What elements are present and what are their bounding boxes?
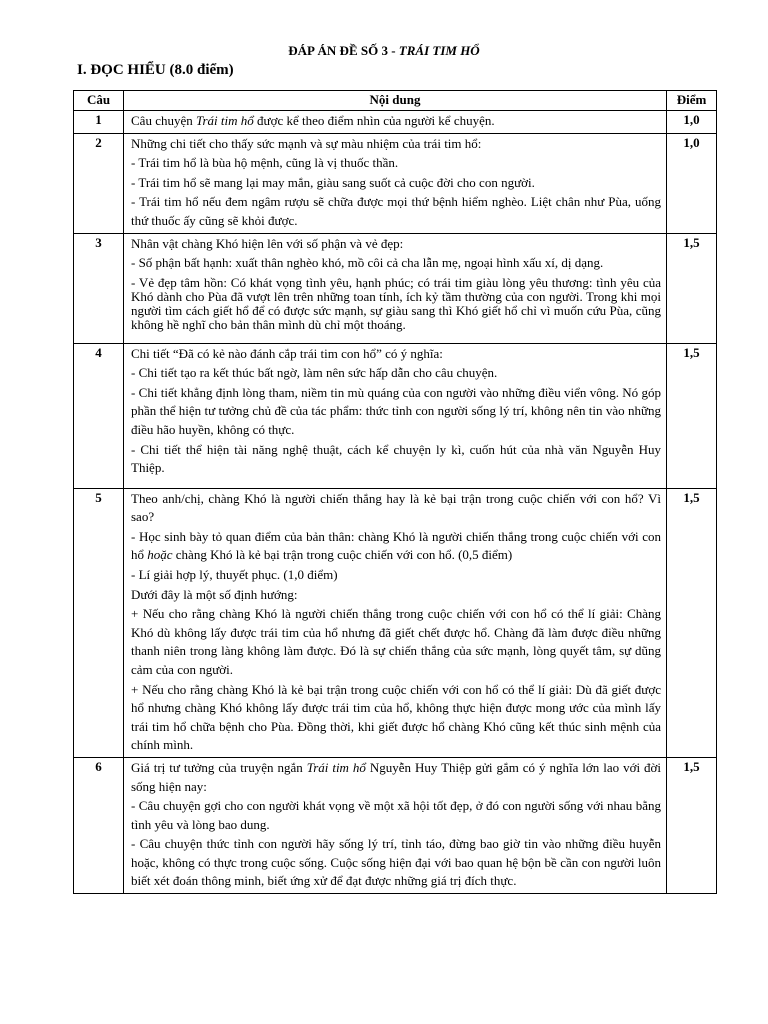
text-run: Nguyễn Huy Thiệp gửi gắm có ý nghĩa lớn lao với đời sống hiện nay: xyxy=(131,759,661,794)
table-body xyxy=(74,111,717,894)
points-value: 1,5 xyxy=(667,757,717,893)
table-row xyxy=(74,111,717,134)
text-run: - Trái tim hổ là bùa hộ mệnh, cũng là vị thuốc thần. xyxy=(131,155,399,171)
answer-paragraph xyxy=(131,254,661,273)
answer-paragraph xyxy=(131,154,661,173)
points-value: 1,5 xyxy=(667,488,717,757)
table-row xyxy=(74,133,717,233)
text-run: Câu chuyện xyxy=(131,113,196,128)
text-run: - Lí giải hợp lý, thuyết phục. (1,0 điểm) xyxy=(131,566,338,582)
answer-content xyxy=(124,488,667,757)
answer-paragraph xyxy=(131,112,661,131)
points-value: 1,5 xyxy=(667,233,717,343)
answer-content xyxy=(124,233,667,343)
answer-paragraph xyxy=(131,135,661,154)
table-row xyxy=(74,488,717,757)
document-title-italic: TRÁI TIM HỔ xyxy=(398,43,480,58)
question-number: 4 xyxy=(74,343,124,488)
answer-paragraph xyxy=(131,605,661,679)
text-run: - Số phận bất hạnh: xuất thân nghèo khó, mồ côi cả cha lẫn mẹ, ngoại hình xấu xí, dị dạng. xyxy=(131,255,604,271)
text-run: Theo anh/chị, chàng Khó là người chiến thắng hay là kẻ bại trận trong cuộc chiến với con hổ? Vì sao? xyxy=(131,490,661,525)
document-title xyxy=(0,43,768,59)
question-number: 6 xyxy=(74,757,124,893)
italic-text: Trái tim hổ xyxy=(195,113,254,128)
points-value: 1,0 xyxy=(667,111,717,134)
answer-paragraph xyxy=(131,586,661,605)
answer-paragraph xyxy=(131,384,661,440)
text-run: Chi tiết “Đã có kẻ nào đánh cắp trái tim con hổ” có ý nghĩa: xyxy=(131,345,443,361)
text-run: Những chi tiết cho thấy sức mạnh và sự màu nhiệm của trái tim hổ: xyxy=(131,135,482,151)
answer-paragraph xyxy=(131,235,661,254)
points-value: 1,5 xyxy=(667,343,717,488)
text-run: - Chi tiết tạo ra kết thúc bất ngờ, làm nên sức hấp dẫn cho câu chuyện. xyxy=(131,365,498,381)
answer-content xyxy=(124,757,667,893)
answer-paragraph xyxy=(131,759,661,796)
column-header-content: Nội dung xyxy=(124,91,667,111)
text-run: - Vẻ đẹp tâm hồn: Có khát vọng tình yêu, hạnh phúc; có trái tim giàu lòng yêu thương: tình yêu của Khó dành cho Pùa đã vượt lên trên những toan tính, ích kỷ tầm thường của con người. Trong khi mọi người tìm cách giết hổ để có được sức mạnh, sự giàu sang thì Khó giết hổ chỉ vì muốn cứu Pùa, cũng không hề nghĩ cho bản thân mình dù chỉ một thoáng. xyxy=(131,274,661,332)
document-title-prefix: ĐÁP ÁN ĐỀ SỐ 3 - xyxy=(288,43,399,58)
italic-text: Trái tim hổ xyxy=(306,759,366,775)
question-number: 1 xyxy=(74,111,124,134)
answer-content xyxy=(124,343,667,488)
answer-paragraph xyxy=(131,681,661,755)
text-run: Giá trị tư tưởng của truyện ngắn xyxy=(131,759,307,775)
answer-paragraph xyxy=(131,835,661,891)
answer-content xyxy=(124,133,667,233)
question-number: 5 xyxy=(74,488,124,757)
answer-paragraph xyxy=(131,364,661,383)
answer-paragraph xyxy=(131,441,661,478)
text-run: - Chi tiết khẳng định lòng tham, niềm tin mù quáng của con người vào những điều viển vông. Nó góp phần thể hiện tư tưởng chủ đề của tác phẩm: thức tỉnh con người sống lý trí, không nên tin vào những điều hão huyền, không có thực. xyxy=(131,384,661,437)
answer-content xyxy=(124,111,667,134)
answer-paragraph xyxy=(131,490,661,527)
table-row xyxy=(74,757,717,893)
text-run: Dưới đây là một số định hướng: xyxy=(131,586,298,602)
answer-paragraph xyxy=(131,566,661,585)
text-run: + Nếu cho rằng chàng Khó là người chiến thắng trong cuộc chiến với con hổ có thể lí giải: Chàng Khó dù không lấy được trái tim của hổ nhưng đã giết chết được hổ. Chàng đã làm được điều những thanh niên trong làng không làm được. Đó là sự chiến thắng của sức mạnh, lòng quyết tâm, sự dũng cảm của con người. xyxy=(131,606,661,677)
question-number: 2 xyxy=(74,133,124,233)
text-run: - Học sinh bày tỏ quan điểm của bản thân: chàng Khó là người chiến thắng trong cuộc chiến với con hổ xyxy=(131,528,661,563)
table-row xyxy=(74,233,717,343)
answer-paragraph xyxy=(131,276,661,332)
text-run: - Câu chuyện gợi cho con người khát vọng về một xã hội tốt đẹp, ở đó con người sống với nhau bằng tình yêu và lòng bao dung. xyxy=(131,798,661,832)
points-value: 1,0 xyxy=(667,133,717,233)
text-run: - Câu chuyện thức tỉnh con người hãy sống lý trí, tỉnh táo, đừng bao giờ tin vào những điều huyễn hoặc, không có thực trong cuộc sống. Cuộc sống hiện đại với bao quan hệ bộn bề cần con người luôn biết xét đoán thông minh, biết ứng xử để đạt được những giá trị đích thực. xyxy=(131,836,661,889)
italic-text: hoặc xyxy=(147,547,173,563)
answer-paragraph xyxy=(131,797,661,834)
column-header-question: Câu xyxy=(74,91,124,111)
text-run: - Chi tiết thể hiện tài năng nghệ thuật, cách kể chuyện ly kì, cuốn hút của nhà văn Nguyễn Huy Thiệp. xyxy=(131,441,661,476)
section-heading: I. ĐỌC HIỂU (8.0 điểm) xyxy=(77,62,234,78)
answer-paragraph xyxy=(131,345,661,364)
answer-table xyxy=(73,90,717,894)
text-run: chàng Khó là kẻ bại trận trong cuộc chiến với con hổ. (0,5 điểm) xyxy=(172,547,513,563)
question-number: 3 xyxy=(74,233,124,343)
text-run: được kể theo điểm nhìn của người kể chuyện. xyxy=(253,113,495,128)
column-header-points: Điểm xyxy=(667,91,717,111)
answer-paragraph xyxy=(131,174,661,193)
text-run: - Trái tim hổ nếu đem ngâm rượu sẽ chữa được mọi thứ bệnh hiểm nghèo. Liệt chân như Pùa, uống thứ thuốc ấy cũng sẽ khỏi được. xyxy=(131,194,661,228)
table-header-row xyxy=(74,91,717,111)
text-run: - Trái tim hổ sẽ mang lại may mắn, giàu sang suốt cả cuộc đời cho con người. xyxy=(131,174,535,190)
answer-paragraph xyxy=(131,528,661,565)
text-run: + Nếu cho rằng chàng Khó là kẻ bại trận trong cuộc chiến với con hổ có thể lí giải: Dù đã giết được hổ nhưng chàng Khó không lấy được trái tim của hổ, không thực hiện được mong ước của mình lấy trái tim hổ chữa bệnh cho Pùa. Đồng thời, khi giết được hổ chàng Khó cũng kết thúc sinh mệnh của chính mình. xyxy=(131,681,661,753)
text-run: Nhân vật chàng Khó hiện lên với số phận và vẻ đẹp: xyxy=(131,235,404,251)
table-row xyxy=(74,343,717,488)
answer-paragraph xyxy=(131,193,661,230)
